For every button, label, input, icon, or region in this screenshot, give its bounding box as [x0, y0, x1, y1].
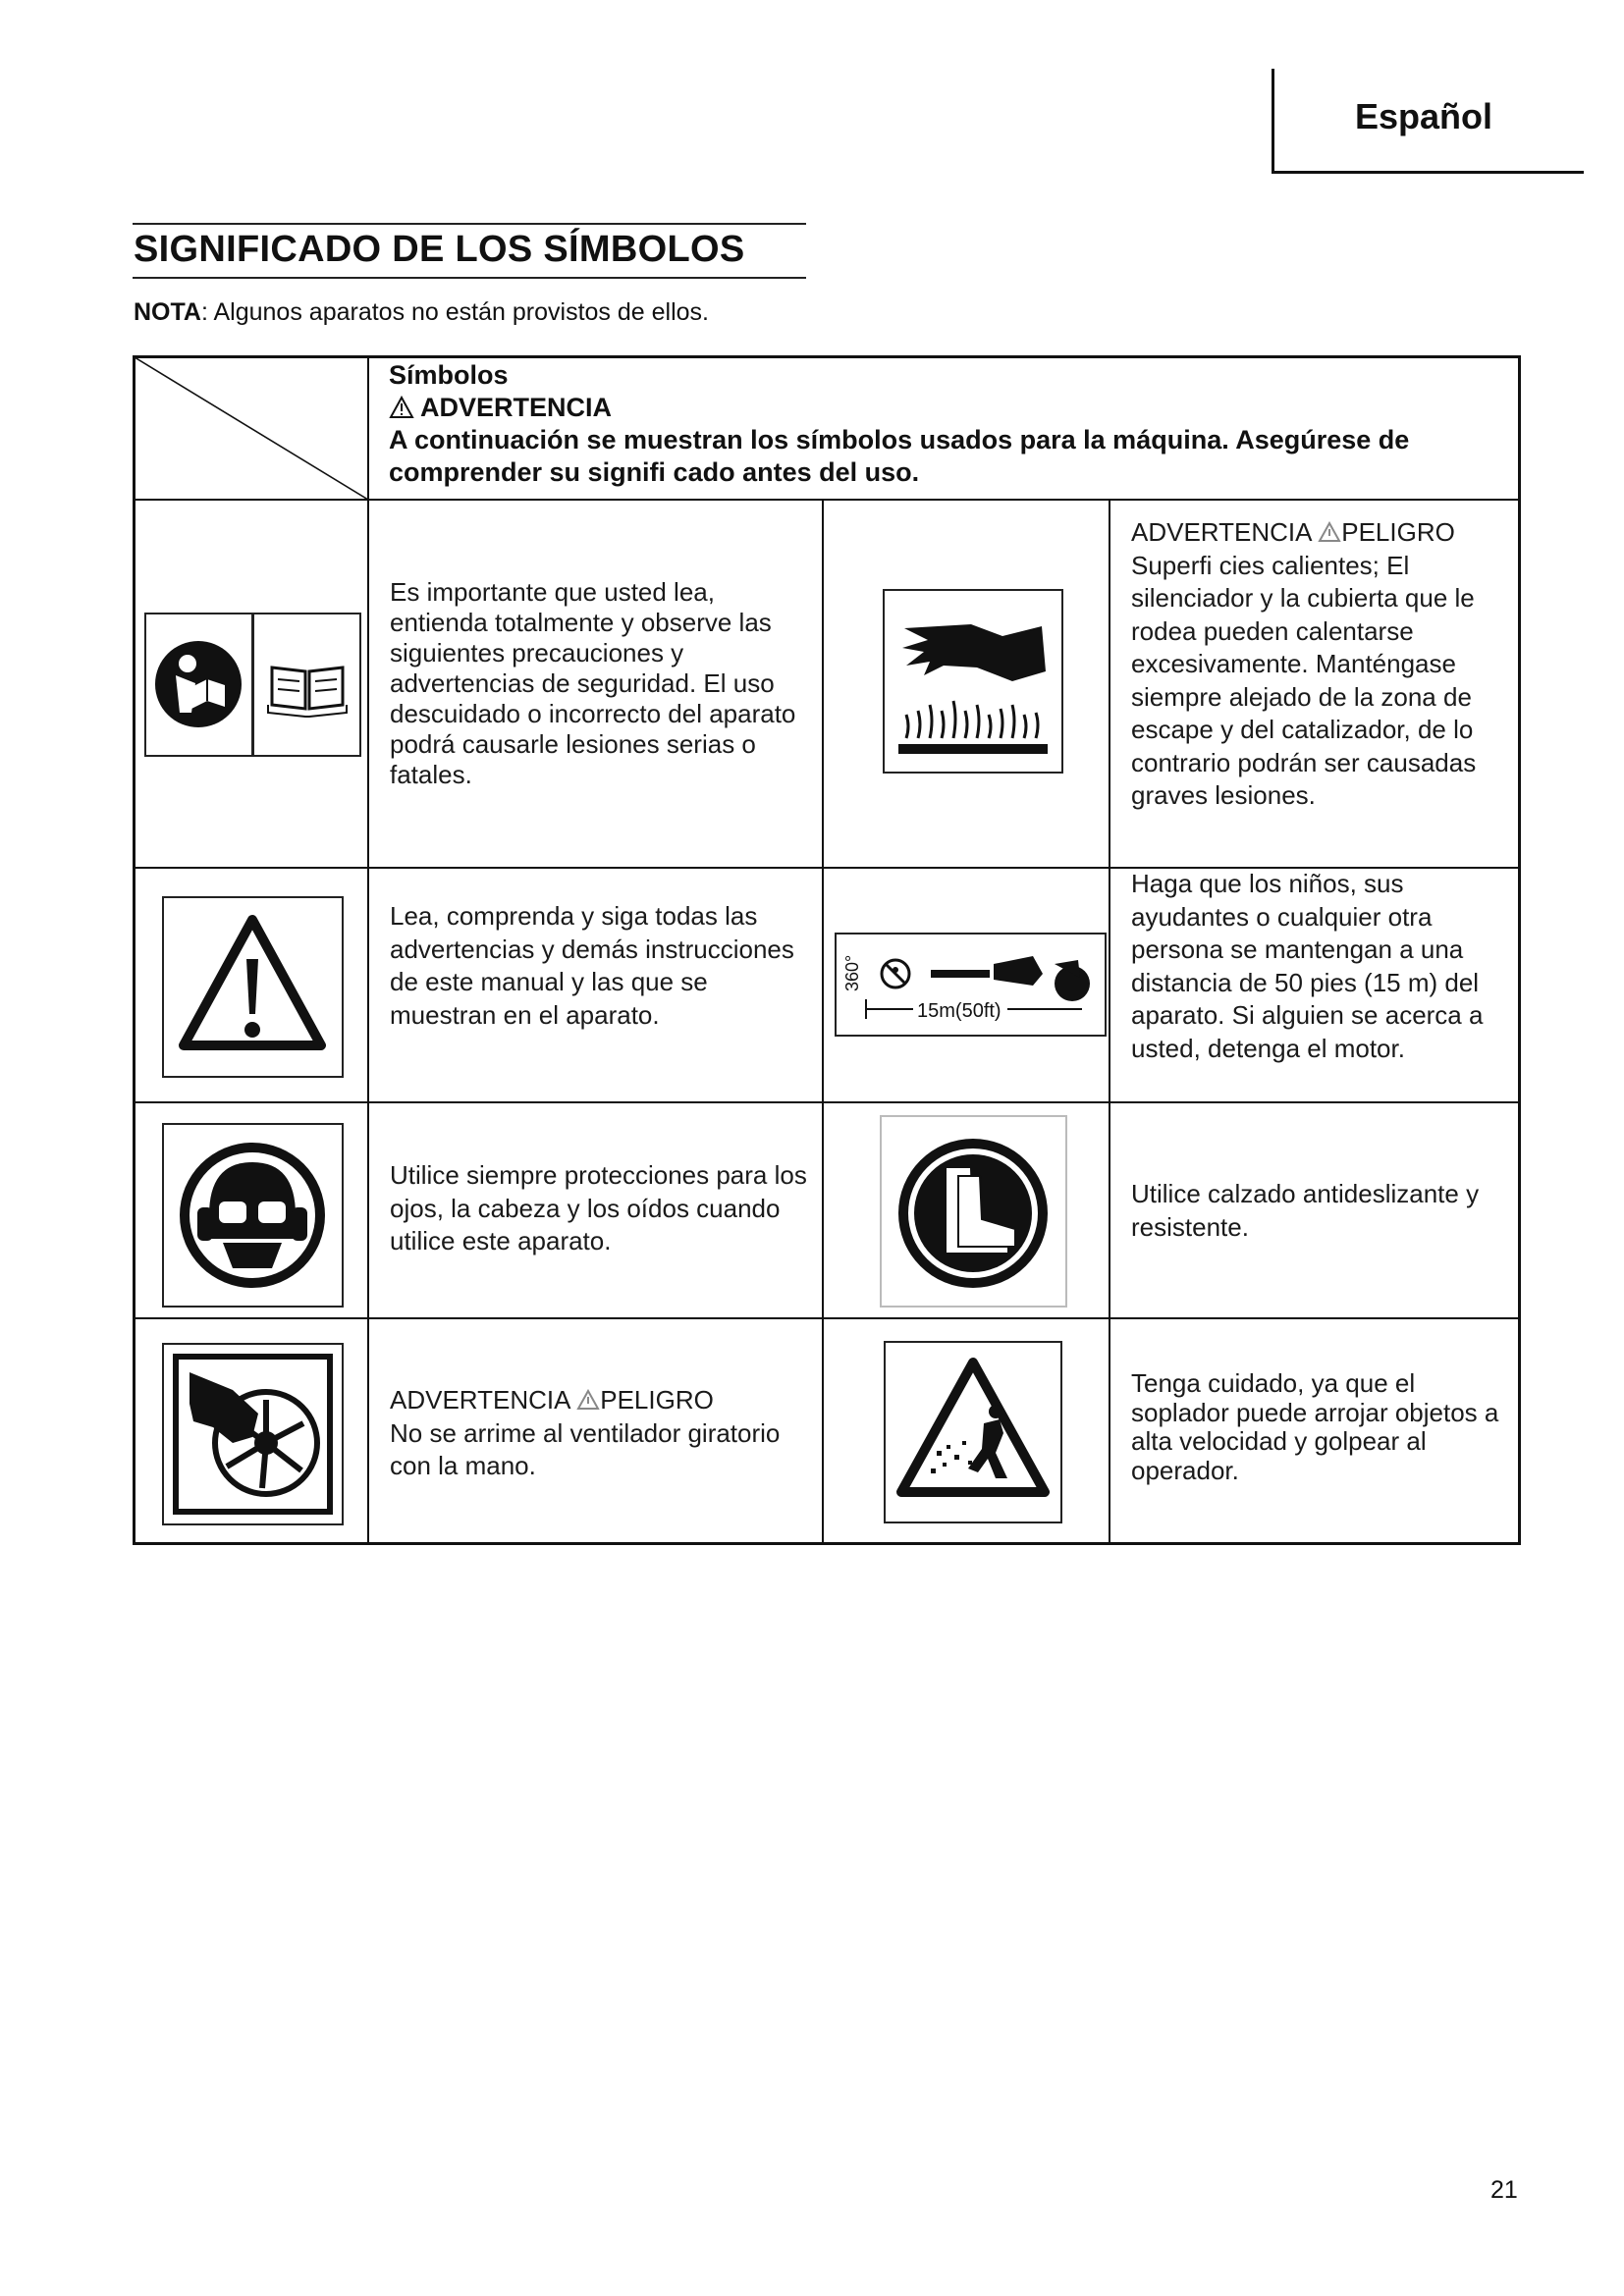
page-number: 21: [1490, 2176, 1518, 2204]
read-manual-person-icon: [144, 613, 253, 757]
fan-danger-triangle-icon: [576, 1386, 600, 1408]
cell-keep-bystanders-away: Haga que los niños, sus ayudantes o cualquier otra persona se mantengan a una distancia de 50 pies (15 m) del aparato. Si alguien se acerca a usted, detenga el motor.: [1131, 869, 1484, 1063]
hot-surface-text: Superfi cies calientes; El silenciador y la cubierta que le rodea pueden calentarse excesivamente. Manténgase siempre alejado de la zona de escape y del catalizador, de lo contrario podrán ser causadas graves lesiones.: [1131, 550, 1477, 810]
row-divider-4: [133, 1317, 1521, 1319]
warning-exclamation-icon: [162, 896, 344, 1078]
keep-distance-icon: [835, 933, 1107, 1037]
manual-book-icon: [252, 613, 361, 757]
cell-follow-warnings: Lea, comprenda y siga todas las advertencias y demás instrucciones de este manual y las que se muestran en el aparato.: [390, 901, 794, 1030]
rotating-fan-hand-icon: [162, 1343, 344, 1525]
title-rule-top: [133, 223, 806, 225]
warning-triangle-icon: [389, 395, 414, 418]
fan-text: No se arrime al ventilador giratorio con la mano.: [390, 1417, 781, 1480]
danger-triangle-icon: [1318, 518, 1341, 540]
table-border-left: [133, 355, 135, 1545]
cell-non-slip-footwear: Utilice calzado antideslizante y resistente.: [1131, 1179, 1480, 1242]
col-divider-2: [822, 499, 824, 1545]
table-border-bottom: [133, 1542, 1521, 1545]
language-label: Español: [1355, 96, 1493, 136]
note: [134, 298, 709, 327]
distance-angle-label: 360°: [842, 954, 862, 991]
safety-boots-icon: [880, 1115, 1067, 1308]
warning-heading-text: ADVERTENCIA: [420, 393, 613, 422]
title-rule-bottom: [133, 277, 806, 279]
note-label: NOTA: [134, 298, 201, 326]
table-border-right: [1518, 355, 1521, 1545]
fan-danger: PELIGRO: [600, 1385, 714, 1415]
symbols-heading: Símbolos: [389, 360, 509, 390]
header-diagonal: [135, 357, 368, 500]
hot-surface-icon: [883, 589, 1063, 774]
distance-label: 15m(50ft): [917, 1000, 1001, 1022]
col-divider-3: [1109, 499, 1110, 1545]
fan-warning: ADVERTENCIA: [390, 1385, 570, 1415]
hot-surface-warning: ADVERTENCIA: [1131, 517, 1312, 547]
cell-read-instructions: Es importante que usted lea, entienda totalmente y observe las siguientes precauciones y advertencias de seguridad. El uso descuidado o incorrecto del aparato podrá causarle lesiones serias o fatales.: [390, 577, 796, 789]
warning-heading: [389, 392, 1518, 424]
cell-rotating-fan: [390, 1384, 812, 1483]
protective-gear-icon: [162, 1123, 344, 1308]
col-divider-1: [367, 355, 369, 1545]
page-title: SIGNIFICADO DE LOS SÍMBOLOS: [134, 229, 745, 270]
cell-protective-gear: Utilice siempre protecciones para los ojos, la cabeza y los oídos cuando utilice este aparato.: [390, 1160, 807, 1255]
row-divider-3: [133, 1101, 1521, 1103]
cell-hot-surfaces: [1131, 516, 1509, 813]
cell-thrown-objects: Tenga cuidado, ya que el soplador puede arrojar objetos a alta velocidad y golpear al operador.: [1131, 1368, 1499, 1485]
thrown-objects-icon: [884, 1341, 1062, 1523]
note-text: : Algunos aparatos no están provistos de ellos.: [200, 298, 709, 326]
hot-surface-danger: PELIGRO: [1341, 517, 1455, 547]
header-intro: A continuación se muestran los símbolos usados para la máquina. Asegúrese de comprender su signifi cado antes del uso.: [389, 425, 1410, 487]
table-header: [389, 359, 1518, 489]
